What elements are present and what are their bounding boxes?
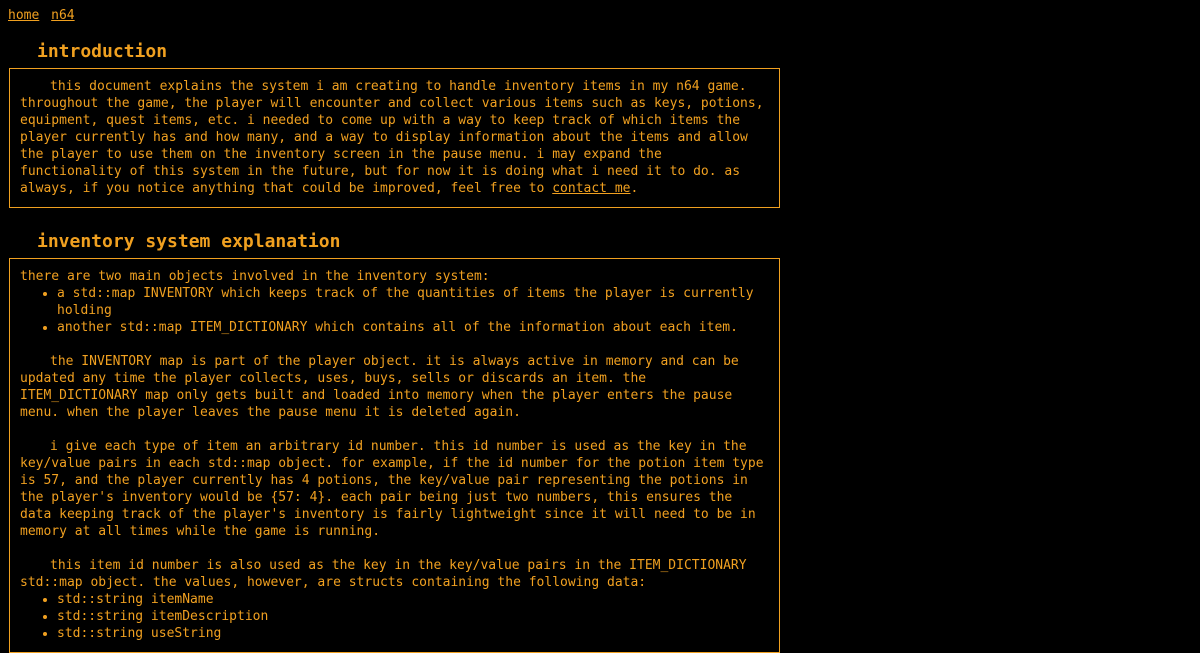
main-content	[9, 40, 779, 653]
home-link[interactable]: home	[8, 8, 40, 23]
paragraph-item-dictionary: this item id number is also used as the key in the key/value pairs in the ITEM_DICTIONARY std::map object. the values, however, are structs containing the following data:	[20, 558, 747, 590]
list-item: • std::string itemName	[57, 591, 769, 608]
introduction-paragraph	[20, 78, 769, 197]
explanation-intro-line: there are two main objects involved in the inventory system:	[20, 269, 490, 284]
objects-list	[20, 285, 769, 336]
introduction-heading: introduction	[37, 41, 168, 62]
introduction-box	[9, 68, 780, 208]
paragraph-item-id: i give each type of item an arbitrary id number. this id number is used as the key in the key/value pairs in each std::map object. for example, if the id number for the potion item type is 57, and the player currently has 4 potions, the key/value pair representing the potions in the player's inventory would be {57: 4}. each pair being just two numbers, this ensures the data keeping track of the player's inventory is fairly lightweight since it will need to be in memory at all times while the game is running.	[20, 439, 764, 539]
list-item: • a std::map INVENTORY which keeps track of the quantities of items the player is currently holding	[57, 285, 769, 319]
inventory-explanation-heading: inventory system explanation	[37, 231, 341, 252]
struct-fields-list	[20, 591, 769, 642]
intro-text-end: .	[630, 181, 639, 196]
list-item: • std::string itemDescription	[57, 608, 769, 625]
list-item: • another std::map ITEM_DICTIONARY which contains all of the information about each item.	[57, 319, 769, 336]
list-item: • std::string useString	[57, 625, 769, 642]
contact-me-link[interactable]: contact me	[552, 181, 631, 196]
paragraph-inventory-map: the INVENTORY map is part of the player object. it is always active in memory and can be updated any time the player collects, uses, buys, sells or discards an item. the ITEM_DICTIONARY map only gets built and loaded into memory when the player enters the pause menu. when the player leaves the pause menu it is deleted again.	[20, 354, 739, 420]
breadcrumb-nav	[8, 7, 79, 24]
intro-text: this document explains the system i am creating to handle inventory items in my n64 game. throughout the game, the player will encounter and collect various items such as keys, potions, equipment, quest items, etc. i needed to come up with a way to keep track of which items the player currently has and how many, and a way to display information about the items and allow the player to use them on the inventory screen in the pause menu. i may expand the functionality of this system in the future, but for now it is doing what i need it to do. as always, if you notice anything that could be improved, feel free to	[20, 79, 764, 196]
inventory-explanation-box	[9, 258, 780, 653]
n64-link[interactable]: n64	[51, 8, 75, 23]
